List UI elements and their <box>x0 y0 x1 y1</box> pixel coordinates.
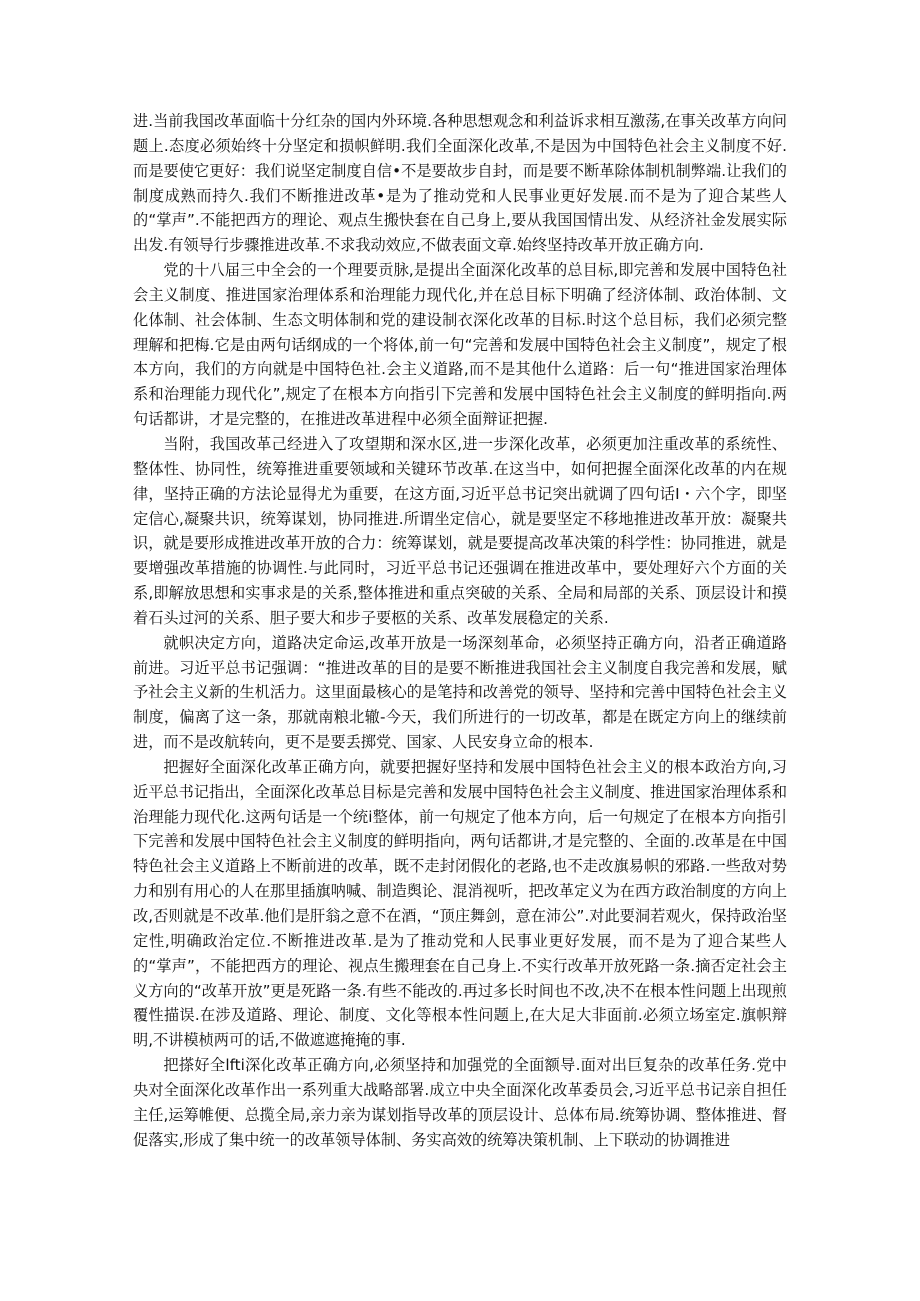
paragraph: 党的十八届三中全会的一个理要贡脉,是提出全面深化改革的总目标,即完善和发展中国特色社会主义制度、推进国家治理体系和治理能力现代化,并在总目标下明确了经济体制、政治体制、文化体制、社会体制、生态文明体制和党的建设制衣深化改革的目标.时这个总目标，我们必须完整理解和把梅.它是由两句话纲成的一个将体,前一句“完善和发展中国特色社会主义制度”，规定了根本方向，我们的方向就是中国特色社.会主义道路,而不是其他什么道路：后一句“推进国家治理体系和治理能力现代化”,规定了在根本方向指引下完善和发展中国特色社会主义制度的鲜明指向.两句话都讲，才是完整的，在推进改革进程中必须全面辩证把握. <box>133 261 787 429</box>
paragraph: 当附，我国改革己经进入了攻望期和深水区,进一步深化改革，必须更加注重改革的系统性、整体性、协同性，统筹推进重要领域和关键环节改革.在这当中，如何把握全面深化改革的内在规律，坚持正确的方法论显得尤为重要，在这方面,习近平总书记突出就调了四句话I・六个字，即坚定信心,凝聚共识，统筹谋划，协同推进.所谓坐定信心，就是要坚定不移地推进改革开放：凝聚共识，就是要形成推进改革开放的合力：统筹谋划，就是要提高改革决策的科学性：协同推进，就是要增强改革措施的协调性.与此同时，习近平总书记还强调在推进改革中，要处理好六个方面的关系,即解放思想和实事求是的关系,整体推进和重点突破的关系、全局和局部的关系、顶层设计和摸着石头过河的关系、胆子要大和步子要柩的关系、改革发展稳定的关系. <box>133 434 787 627</box>
paragraph: 把搽好全lfti深化改革正确方向,必须坚持和加强党的全面额导.面对出巨复杂的改革任务.党中央对全面深化改革作出一系列重大战略部署.成立中央全面深化改革委员会,习近平总书记亲自担任主任,运筹帷便、总揽全局,亲力亲为谋划指导改革的顶层设计、总体布局.统筹协调、整体推进、督促落实,形成了集中统一的改革领导体制、务实高效的统筹决策机制、上下联动的协调推进 <box>133 1056 787 1149</box>
paragraph: 就帜决定方向，道路决定命运,改革开放是一场深刻革命，必须坚持正确方向，沿者正确道路前进。习近平总书记强调：“推进改革的目的是要不断推进我国社会主义制度自我完善和发展，赋予社会主义新的生机活力。这里面最核心的是笔持和改善党的领导、坚持和完善中国特色社会主义制度，偏离了这一条，那就南粮北辙-今天，我们所进行的一切改革，都是在既定方向上的继续前进，而不是改航转向，更不是要丢掷党、国家、人民安身立命的根本. <box>133 633 787 752</box>
paragraph: 把握好全面深化改革正确方向，就要把握好坚持和发展中国特色社会主义的根本政治方向,习近平总书记指出，全面深化改革总目标是完善和发展中国特色社会主义制度、推进国家治理体系和治理能力现代化.这两句话是一个统i整体，前一句规定了他本方向，后一句规定了在根本方向指引下完善和发展中国特色社会主义制度的鲜明指向，两句话都讲,才是完整的、全面的.改革是在中国特色社会主义道路上不断前进的改革，既不走封闭假化的老路,也不走改旗易帜的邪路.一些敌对势力和别有用心的人在那里插旗呐喊、制造舆论、混消视听，把改革定义为在西方政治制度的方向上改,否则就是不改革.他们是肝翁之意不在酒，“顶庄舞剑，意在沛公”.对此要洞若观火，保持政治坚定性,明确政治定位.不断推进改革.是为了推动党和人民事业更好发展，而不是为了迎合某些人的“掌声”，不能把西方的理论、视点生搬理套在自己身上.不实行改革开放死路一条.摘否定社会主义方向的“改革开放”更是死路一条.有些不能改的.再过多长时间也不改,决不在根本性问题上出现煎覆性描误.在涉及道路、理论、制度、文化等根本性问题上,在大足大非面前.必须立场室定.旗帜辩明,不讲模桢两可的话,不做遮遮掩掩的事. <box>133 757 787 1050</box>
document-body <box>133 109 787 1152</box>
paragraph-continuation: 进.当前我国改革面临十分红杂的国内外环境.各种思想观念和利益诉求相互激荡,在事关改革方向问题上.态度必须始终十分坚定和损帜鲜明.我们全面深化改革,不是因为中国特色社会主义制度不好.而是要使它更好：我们说坚定制度自信•不是要故步自封，而是要不断革除体制机制弊端.让我们的制度成熟而持久.我们不断推进改革•是为了推动党和人民事业更好发展.而不是为了迎合某些人的“掌声”.不能把西方的理论、观点生搬快套在自己身上,要从我国国情出发、从经济社金发展实际出发.有领导行步骤推进改革.不求我动效应,不做表面文章.始终坚持改革开放正确方向. <box>133 112 787 255</box>
